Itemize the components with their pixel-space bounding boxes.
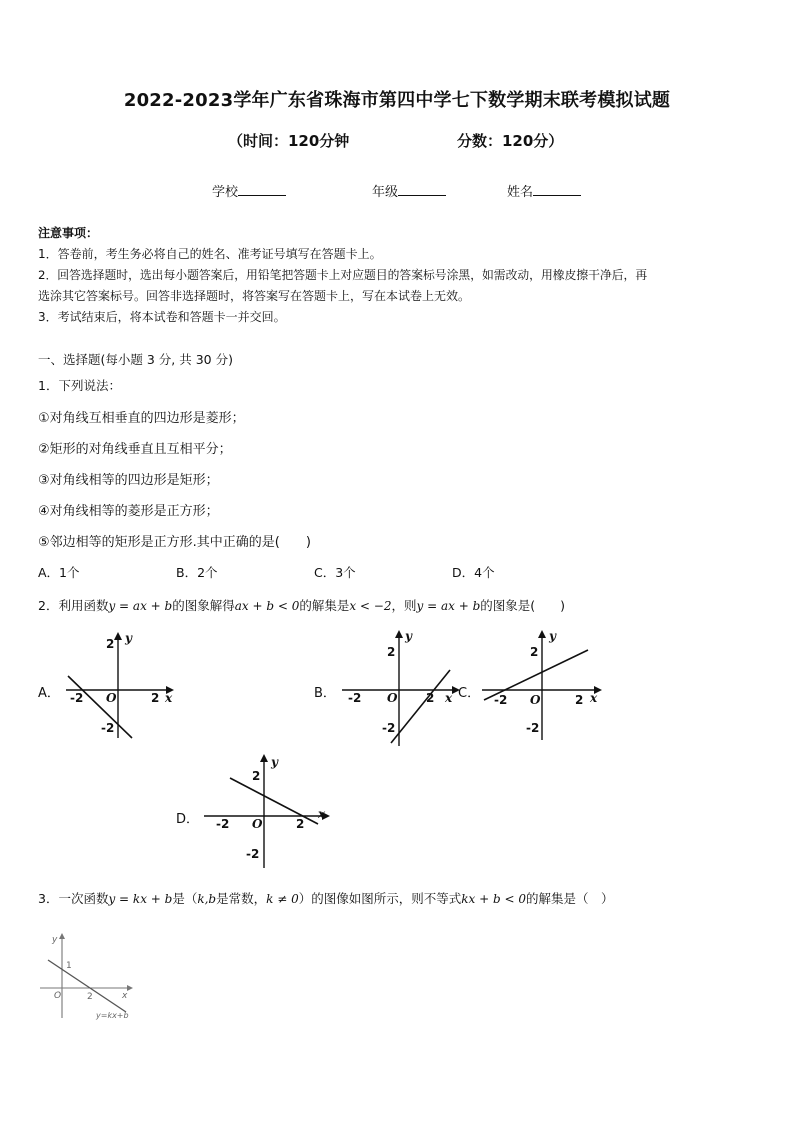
y-label: y bbox=[271, 755, 278, 769]
function-line bbox=[391, 670, 450, 743]
q2-text-2: 的图象解得 bbox=[172, 598, 235, 613]
q1-statement-5: ⑤邻边相等的矩形是正方形.其中正确的是( ) bbox=[38, 535, 311, 550]
q2-math-3: x < −2 bbox=[349, 599, 392, 613]
notice-item-1: 1．答卷前，考生务必将自己的姓名、准考证号填写在答题卡上。 bbox=[38, 247, 382, 261]
y-label: y bbox=[405, 629, 412, 643]
q2-graph-b[interactable] bbox=[338, 628, 463, 748]
tick-y-neg2: -2 bbox=[526, 721, 540, 735]
q2-graph-d[interactable] bbox=[200, 752, 332, 870]
name-label: 姓名 bbox=[507, 185, 534, 200]
tick-y-2: 2 bbox=[252, 769, 261, 783]
section-heading: 一、选择题(每小题 3 分, 共 30 分) bbox=[38, 352, 233, 367]
q2-graph-c[interactable] bbox=[480, 628, 605, 743]
q3-math-1: y = kx + b bbox=[108, 892, 173, 906]
notice-heading: 注意事项： bbox=[38, 226, 99, 240]
q2-math-4: y = ax + b bbox=[416, 599, 481, 613]
origin-label: O bbox=[252, 817, 263, 831]
function-line bbox=[48, 960, 126, 1012]
y-label: y bbox=[52, 935, 58, 945]
origin-label: O bbox=[54, 991, 62, 1001]
x-label: x bbox=[590, 691, 598, 705]
q1-statement-4: ④对角线相等的菱形是正方形； bbox=[38, 504, 219, 519]
tick-y-neg2: -2 bbox=[246, 847, 260, 861]
tick-x-2: 2 bbox=[151, 691, 160, 705]
tick-x-neg2: -2 bbox=[348, 691, 362, 705]
q2-text-1: 2．利用函数 bbox=[38, 598, 109, 613]
q1-statement-2: ②矩形的对角线垂直且互相平分； bbox=[38, 442, 232, 457]
q3-text-5: 的解集是（ ） bbox=[525, 891, 614, 906]
exam-time: （时间：120分钟 bbox=[228, 132, 350, 150]
tick-y-2: 2 bbox=[530, 645, 539, 659]
x-label: x bbox=[122, 991, 128, 1001]
intercept-two: 2 bbox=[87, 992, 93, 1002]
q1-statement-1: ①对角线互相垂直的四边形是菱形； bbox=[38, 411, 245, 426]
x-label: x bbox=[318, 807, 326, 821]
q2-math-2: ax + b < 0 bbox=[234, 599, 300, 613]
q3-graph bbox=[38, 928, 138, 1023]
name-blank[interactable] bbox=[533, 183, 581, 196]
tick-y-neg2: -2 bbox=[382, 721, 396, 735]
q2-text-3: 的解集是 bbox=[299, 598, 350, 613]
tick-x-neg2: -2 bbox=[216, 817, 230, 831]
y-label: y bbox=[125, 631, 132, 645]
q1-option-c[interactable]: C．3个 bbox=[314, 565, 356, 580]
tick-x-neg2: -2 bbox=[70, 691, 84, 705]
school-field bbox=[212, 181, 286, 200]
tick-y-2: 2 bbox=[106, 637, 115, 651]
notice-item-3: 3．考试结束后，将本试卷和答题卡一并交回。 bbox=[38, 310, 286, 324]
q1-option-b[interactable]: B．2个 bbox=[176, 565, 218, 580]
origin-label: O bbox=[387, 691, 398, 705]
function-label: y=kx+b bbox=[96, 1011, 129, 1020]
function-line bbox=[68, 676, 132, 738]
tick-x-2: 2 bbox=[575, 693, 584, 707]
q3-text-2: 是（ bbox=[172, 891, 198, 906]
tick-y-2: 2 bbox=[387, 645, 396, 659]
x-label: x bbox=[165, 691, 173, 705]
q3-text-1: 3．一次函数 bbox=[38, 891, 109, 906]
q1-option-d[interactable]: D．4个 bbox=[452, 565, 495, 580]
q3-math-3: k ≠ 0 bbox=[266, 892, 299, 906]
q2-math-1: y = ax + b bbox=[108, 599, 173, 613]
notice-item-2-cont: 选涂其它答案标号。回答非选择题时，将答案写在答题卡上，写在本试卷上无效。 bbox=[38, 289, 471, 303]
q1-statement-3: ③对角线相等的四边形是矩形； bbox=[38, 473, 219, 488]
name-field bbox=[507, 181, 581, 200]
q3-text-4: ）的图像如图所示，则不等式 bbox=[298, 891, 462, 906]
q3-stem bbox=[38, 889, 614, 907]
intercept-one: 1 bbox=[66, 961, 72, 971]
tick-x-neg2: -2 bbox=[494, 693, 508, 707]
grade-label: 年级 bbox=[372, 185, 399, 200]
q2-option-b-label[interactable]: B． bbox=[314, 686, 336, 701]
y-label: y bbox=[549, 629, 556, 643]
page-title: 2022-2023学年广东省珠海市第四中学七下数学期末联考模拟试题 bbox=[123, 90, 671, 111]
q1-option-a[interactable]: A．1个 bbox=[38, 565, 80, 580]
q3-math-4: kx + b < 0 bbox=[461, 892, 526, 906]
school-label: 学校 bbox=[212, 185, 239, 200]
tick-y-neg2: -2 bbox=[101, 721, 115, 735]
function-line bbox=[230, 778, 318, 824]
q2-option-c-label[interactable]: C． bbox=[458, 686, 481, 701]
tick-x-2: 2 bbox=[426, 691, 435, 705]
q3-text-3: 是常数， bbox=[216, 891, 267, 906]
x-label: x bbox=[445, 691, 453, 705]
origin-label: O bbox=[530, 693, 541, 707]
q3-math-2: k,b bbox=[197, 892, 217, 906]
origin-label: O bbox=[106, 691, 117, 705]
q2-option-a-label[interactable]: A． bbox=[38, 686, 60, 701]
exam-score: 分数：120分） bbox=[457, 132, 564, 150]
notice-item-2: 2．回答选择题时，选出每小题答案后，用铅笔把答题卡上对应题目的答案标号涂黑，如需改动，用橡皮擦干净后，再 bbox=[38, 268, 648, 282]
grade-blank[interactable] bbox=[398, 183, 446, 196]
tick-x-2: 2 bbox=[296, 817, 305, 831]
q2-text-4: ，则 bbox=[391, 598, 417, 613]
q2-graph-a[interactable] bbox=[58, 628, 183, 743]
school-blank[interactable] bbox=[238, 183, 286, 196]
q1-stem: 1．下列说法： bbox=[38, 378, 121, 393]
q2-option-d-label[interactable]: D． bbox=[176, 812, 200, 827]
q2-text-5: 的图象是( ) bbox=[480, 598, 566, 613]
q2-stem bbox=[38, 596, 565, 614]
grade-field bbox=[372, 181, 446, 200]
